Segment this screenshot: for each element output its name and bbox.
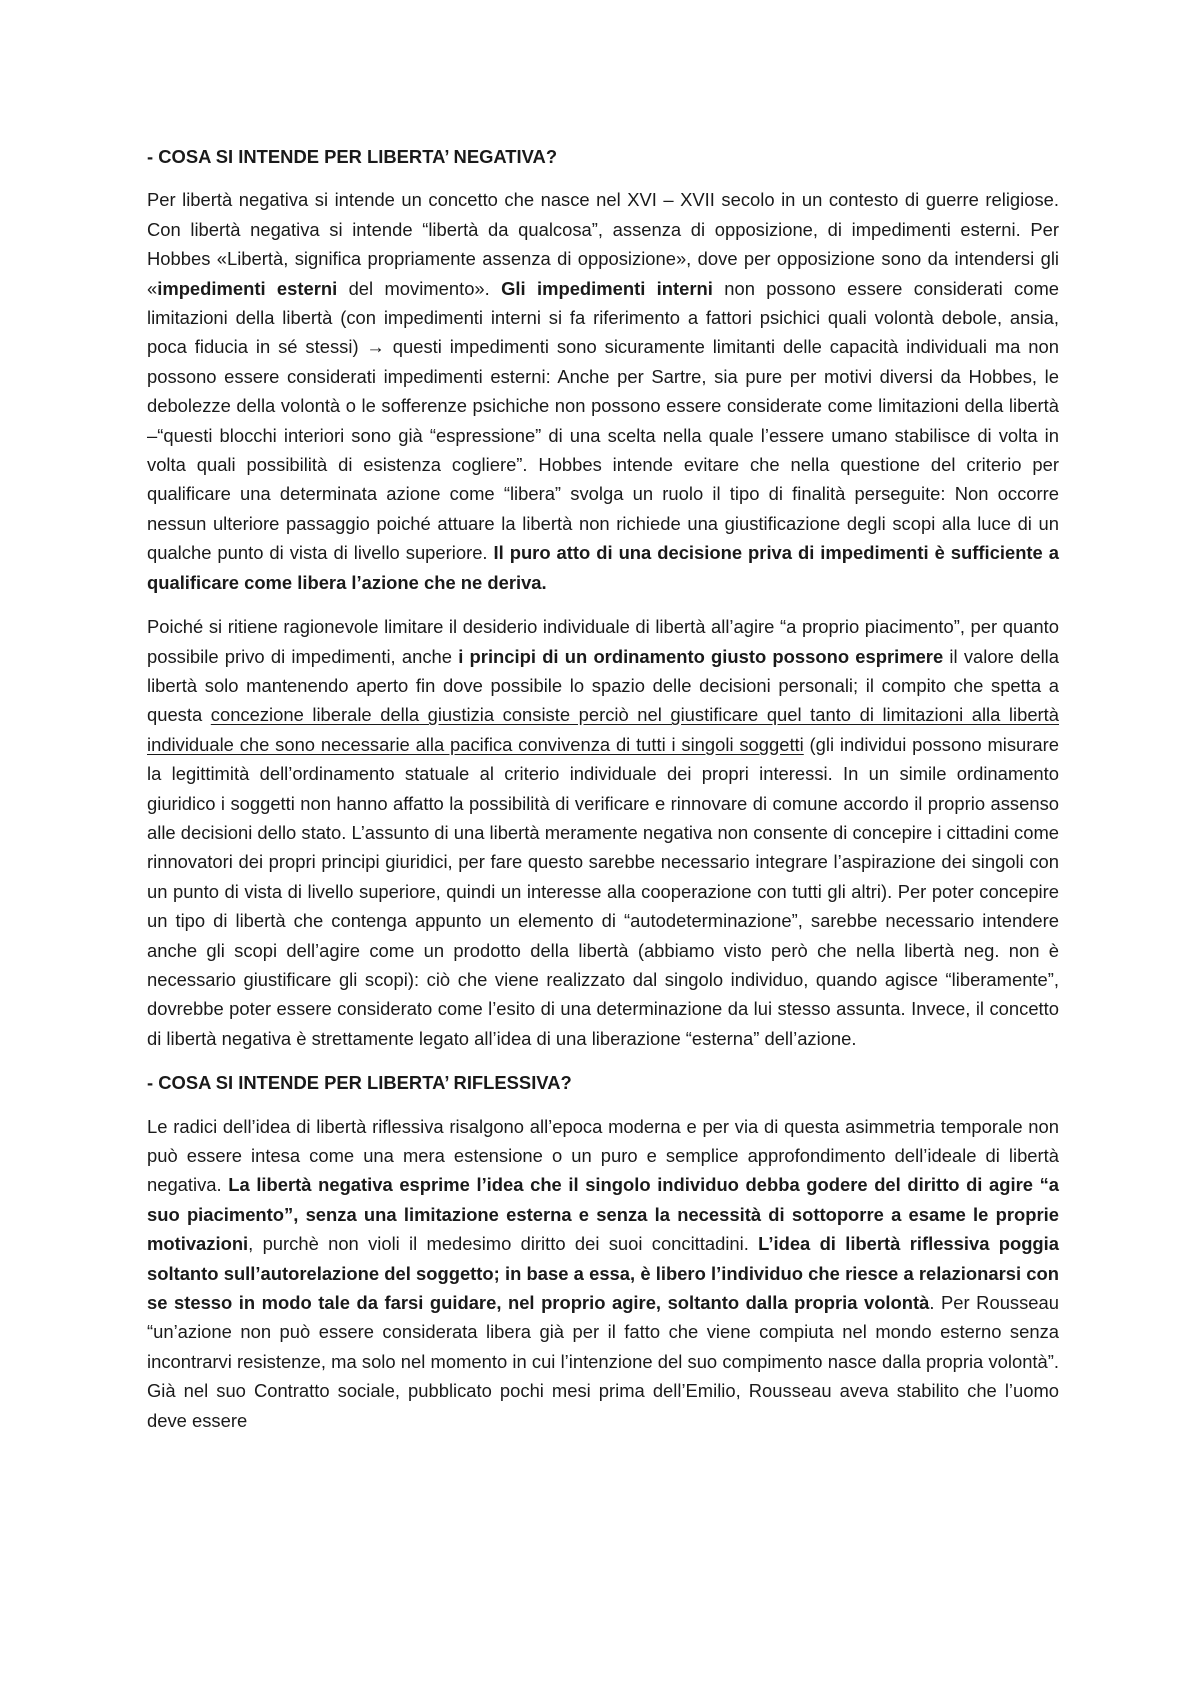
bold-text: impedimenti esterni [157,277,338,299]
text-run: Poiché si ritiene ragionevole limitare il desiderio individuale di libertà all’agire “a proprio piacimento”, per quanto possibile privo di impedimenti, anche [147,616,1059,667]
text-run: questi impedimenti sono sicuramente limitanti delle capacità individuali ma non possono essere considerati impedimenti esterni: Anche per Sartre, sia pure per motivi diversi da Hobbes, le debolezze della volontà o le sofferenze psichiche non possono essere considerate come limitazioni della libertà –“questi blocchi interiori sono già “espressione” di una scelta nella quale l’essere umano stabilisce di volta in volta quali possibilità di esistenza cogliere”. Hobbes intende evitare che nella questione del criterio per qualificare una determinata azione come “libera” svolga un ruolo il tipo di finalità perseguite: Non occorre nessun ulteriore passaggio poiché attuare la libertà non richiede una giustificazione degli scopi alla luce di un qualche punto di vista di livello superiore. [147,336,1059,564]
section-heading-negative-liberty: - COSA SI INTENDE PER LIBERTA’ NEGATIVA? [147,146,558,167]
paragraph [147,612,1059,1053]
section-heading-reflexive-liberty: - COSA SI INTENDE PER LIBERTA’ RIFLESSIVA? [147,1072,572,1094]
text-run: Le radici dell’idea di libertà riflessiva risalgono all’epoca moderna e per via di questa asimmetria temporale non può essere intesa come una mera estensione o un puro e semplice approfondimento dell’ideale di libertà negativa. [147,1115,1059,1196]
text-run: . Per Rousseau “un’azione non può essere considerata libera già per il fatto che viene compiuta nel mondo esterno senza incontrarvi resistenze, ma solo nel momento in cui l’intenzione del suo compimento nasce dalla propria volontà”. Già nel suo Contratto sociale, pubblicato pochi mesi prima dell’Emilio, Rousseau aveva stabilito che l’uomo deve essere [147,1292,1059,1431]
bold-text: Gli impedimenti interni [501,277,713,299]
document-body [147,142,1059,1450]
bold-text: L’idea di libertà riflessiva poggia soltanto sull’autorelazione del soggetto; in base a essa, è libero l’individuo che riesce a relazionarsi con se stesso in modo tale da farsi guidare, nel proprio agire, soltanto dalla propria volontà [147,1233,1059,1314]
text-run: Per libertà negativa si intende un concetto che nasce nel XVI – XVII secolo in un contesto di guerre religiose. Con libertà negativa si intende “libertà da qualcosa”, assenza di opposizione, di impedimenti esterni. Per Hobbes «Libertà, significa propriamente assenza di opposizione», dove per opposizione sono da intendersi gli « [147,189,1059,299]
text-run: il valore della libertà solo mantenendo aperto fin dove possibile lo spazio delle decisioni personali; il compito che spetta a questa [147,645,1059,726]
text-run: (gli individui possono misurare la legittimità dell’ordinamento statuale al criterio individuale dei propri interessi. In un simile ordinamento giuridico i soggetti non hanno affatto la possibilità di verificare e rinnovare di comune accordo il proprio assenso alle decisioni dello stato. L’assunto di una libertà meramente negativa non consente di concepire i cittadini come rinnovatori dei propri principi giuridici, per fare questo sarebbe necessario integrare l’aspirazione dei singoli con un punto di vista di livello superiore, quindi un interesse alla cooperazione con tutti gli altri). Per poter concepire un tipo di libertà che contenga appunto un elemento di “autodeterminazione”, sarebbe necessario intendere anche gli scopi dell’agire come un prodotto della libertà (abbiamo visto però che nella libertà neg. non è necessario giustificare gli scopi): ciò che viene realizzato dal singolo individuo, quando agisce “liberamente”, dovrebbe poter essere considerato come l’esito di una determinazione da lui stesso assunta. Invece, il concetto di libertà negativa è strettamente legato all’idea di una liberazione “esterna” dell’azione. [147,733,1059,1049]
text-run: , purchè non violi il medesimo diritto dei suoi concittadini. [248,1233,759,1255]
underlined-text: concezione liberale della giustizia consiste perciò nel giustificare quel tanto di limitazioni alla libertà individuale che sono necessarie alla pacifica convivenza di tutti i singoli soggetti [147,704,1060,755]
paragraph [147,185,1059,597]
arrow-right-icon: → [366,336,385,358]
text-run: non possono essere considerati come limitazioni della libertà (con impedimenti interni si fa riferimento a fattori psichici quali volontà debole, ansia, poca fiducia in sé stessi) [147,277,1060,358]
bold-text: La libertà negativa esprime l’idea che il singolo individuo debba godere del diritto di agire “a suo piacimento”, senza una limitazione esterna e senza la necessità di sottoporre a esame le proprie motivazioni [147,1174,1059,1255]
bold-text: i principi di un ordinamento giusto possono esprimere [458,645,944,667]
paragraph [147,1112,1059,1435]
text-run: del movimento». [337,277,502,299]
bold-text: Il puro atto di una decisione priva di impedimenti è sufficiente a qualificare come libera l’azione che ne deriva. [147,542,1059,593]
